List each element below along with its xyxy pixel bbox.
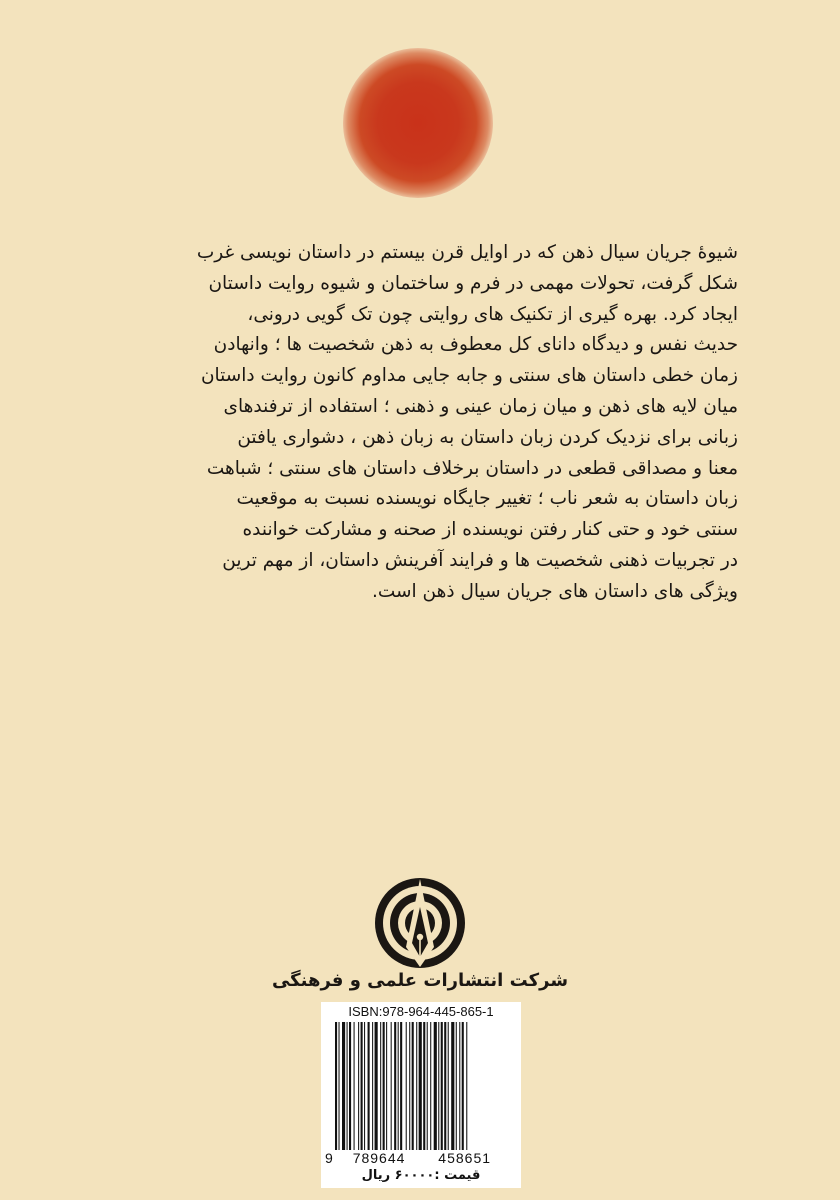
red-sun-emblem xyxy=(343,48,493,198)
barcode-digits xyxy=(325,1150,517,1166)
publisher-logo-icon xyxy=(374,877,466,969)
barcode-digits-right: 458651 xyxy=(438,1150,492,1166)
barcode-bars xyxy=(333,1022,513,1150)
publisher-name: شرکت انتشارات علمی و فرهنگی xyxy=(271,970,569,991)
back-cover-blurb: شیوۀ جریان سیال ذهن که در اوایل قرن بیستم در داستان نویسی غرب شکل گرفت، تحولات مهمی در فرم و ساختمان و شیوه روایت داستان ایجاد کرد. بهره گیری از تکنیک های روایتی چون تک گویی درونی، حدیث نفس و دیدگاه دانای کل معطوف به ذهن شخصیت ها ؛ وانهادن زمان خطی داستان های سنتی و جابه جایی مداوم کانون روایت داستان میان لایه های ذهن و میان زمان عینی و ذهنی ؛ استفاده از ترفندهای زبانی برای نزدیک کردن زبان داستان به زبان ذهن ، دشواری یافتن معنا و مصداقی قطعی در داستان برخلاف داستان های سنتی ؛ شباهت زبان داستان به شعر ناب ؛ تغییر جایگاه نویسنده نسبت به موقعیت سنتی خود و حتی کنار رفتن نویسنده از صحنه و مشارکت خواننده در تجربیات ذهنی شخصیت ها و فرایند آفرینش داستان، از مهم ترین ویژگی های داستان های جریان سیال ذهن است. xyxy=(196,242,738,602)
isbn-text: ISBN:978-964-445-865-1 xyxy=(348,1004,494,1019)
barcode-digits-left: 789644 xyxy=(352,1150,406,1166)
barcode-digit-first: 9 xyxy=(325,1150,334,1166)
price-text: قیمت :۶۰۰۰۰ ریال xyxy=(361,1168,481,1183)
barcode-label xyxy=(321,1002,521,1188)
